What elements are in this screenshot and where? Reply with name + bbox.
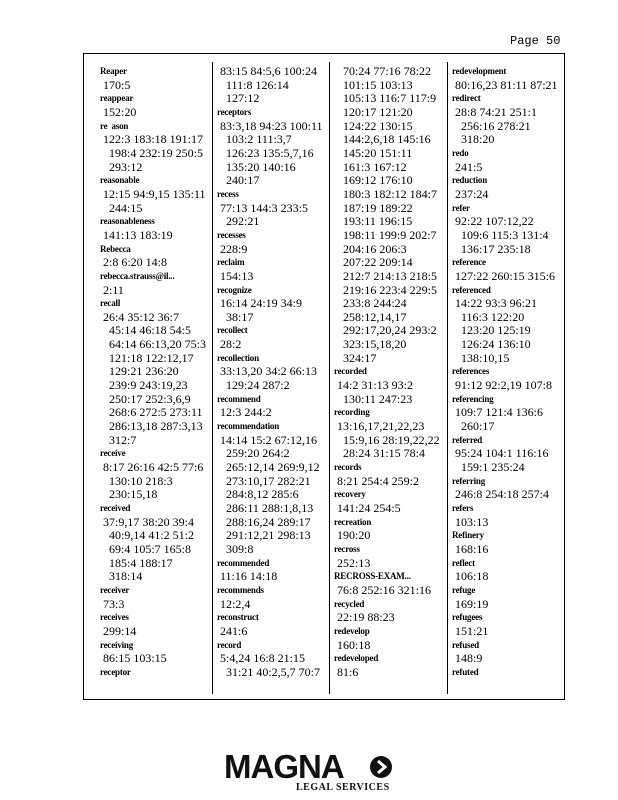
column-divider — [447, 62, 448, 694]
index-term: recollection — [217, 352, 259, 363]
index-reference: 126:23 135:5,7,16 — [217, 145, 314, 160]
index-reference: 309:8 — [217, 541, 254, 556]
index-term: reduction — [452, 175, 488, 186]
index-reference: 91:12 92:2,19 107:8 — [452, 378, 553, 393]
index-reference: 293:12 — [100, 159, 143, 174]
index-term: recollect — [217, 325, 248, 336]
index-term: received — [100, 503, 131, 513]
index-term: receiving — [100, 639, 134, 650]
index-reference: 129:21 236:20 — [100, 364, 179, 379]
index-reference: 8:21 254:4 259:2 — [334, 473, 420, 488]
index-reference: 11:16 14:18 — [217, 569, 278, 584]
index-term: recess — [217, 188, 239, 199]
index-reference: 198:11 199:9 202:7 — [334, 227, 437, 242]
index-reference: 318:14 — [100, 569, 143, 584]
index-reference: 33:13,20 34:2 66:13 — [217, 364, 318, 379]
index-reference: 241:6 — [217, 623, 248, 638]
index-reference: 241:5 — [452, 159, 483, 174]
index-term: recross — [334, 543, 360, 554]
index-term: recreation — [334, 516, 372, 527]
index-reference: 144:2,6,18 145:16 — [334, 132, 431, 147]
index-term: Rebecca — [100, 243, 131, 254]
index-term: redevelopment — [452, 66, 507, 76]
index-term: referred — [452, 434, 483, 445]
index-reference: 129:24 287:2 — [217, 378, 290, 393]
index-reference: 268:6 272:5 273:11 — [100, 405, 203, 420]
index-reference: 122:3 183:18 191:17 — [100, 132, 204, 147]
index-reference: 145:20 151:11 — [334, 145, 413, 160]
index-reference: 265:12,14 269:9,12 — [217, 460, 320, 475]
index-reference: 239:9 243:19,23 — [100, 378, 188, 393]
index-reference: 126:24 136:10 — [452, 337, 531, 352]
logo-wordmark: MAGNA — [224, 748, 344, 785]
index-reference: 14:2 31:13 93:2 — [334, 378, 414, 393]
index-reference: 103:13 — [452, 514, 489, 529]
index-term: records — [334, 462, 362, 473]
index-term: redevelop — [334, 625, 370, 636]
index-reference: 273:10,17 282:21 — [217, 473, 311, 488]
index-reference: 28:2 — [217, 337, 242, 352]
index-term: rebecca.strauss@il... — [100, 270, 175, 281]
index-reference: 14:14 15:2 67:12,16 — [217, 432, 318, 447]
index-term: refer — [452, 202, 470, 213]
index-reference: 160:18 — [334, 637, 371, 652]
index-reference: 284:8,12 285:6 — [217, 487, 299, 502]
index-reference: 168:16 — [452, 541, 489, 556]
index-reference: 258:12,14,17 — [334, 309, 407, 324]
index-reference: 141:13 183:19 — [100, 227, 173, 242]
index-reference: 198:4 232:19 250:5 — [100, 145, 204, 160]
index-reference: 95:24 104:1 116:16 — [452, 446, 549, 461]
index-term: refused — [452, 639, 479, 650]
index-term: referenced — [452, 284, 491, 295]
index-reference: 312:7 — [100, 432, 137, 447]
index-reference: 292:21 — [217, 214, 260, 229]
index-reference: 292:17,20,24 293:2 — [334, 323, 437, 338]
index-reference: 185:4 188:17 — [100, 555, 173, 570]
index-term: recorded — [334, 366, 367, 377]
index-reference: 81:6 — [334, 664, 359, 679]
index-reference: 219:16 223:4 229:5 — [334, 282, 438, 297]
index-reference: 154:13 — [217, 268, 254, 283]
index-term: Refinery — [452, 530, 484, 541]
index-reference: 299:14 — [100, 623, 137, 638]
index-reference: 14:22 93:3 96:21 — [452, 296, 538, 311]
index-reference: 161:3 167:12 — [334, 159, 407, 174]
index-term: receives — [100, 612, 129, 623]
index-reference: 130:11 247:23 — [334, 391, 413, 406]
index-reference: 318:20 — [452, 132, 495, 147]
index-reference: 77:13 144:3 233:5 — [217, 200, 309, 215]
index-term: redirect — [452, 93, 481, 104]
index-term: recesses — [217, 229, 246, 240]
index-reference: 12:2,4 — [217, 596, 251, 611]
index-reference: 136:17 235:18 — [452, 241, 531, 256]
index-column-1 — [100, 65, 213, 697]
index-reference: 127:22 260:15 315:6 — [452, 268, 556, 283]
index-term: reasonable — [100, 175, 140, 186]
index-term: reclaim — [217, 257, 245, 268]
index-term: refuted — [452, 666, 479, 677]
index-column-3 — [334, 65, 447, 697]
index-reference: 233:8 244:24 — [334, 296, 407, 311]
index-reference: 38:17 — [217, 309, 254, 324]
index-term: referencing — [452, 393, 494, 404]
index-reference: 109:7 121:4 136:6 — [452, 405, 544, 420]
index-term: reference — [452, 257, 486, 268]
index-term: reconstruct — [217, 612, 259, 623]
index-reference: 121:18 122:12,17 — [100, 350, 194, 365]
index-reference: 15:9,16 28:19,22,22 — [334, 432, 440, 447]
index-reference: 2:11 — [100, 282, 124, 297]
index-term: RECROSS-EXAM... — [334, 571, 411, 582]
index-term: references — [452, 366, 490, 377]
index-term: reasonableness — [100, 216, 155, 227]
index-reference: 170:5 — [100, 77, 131, 92]
index-term: Reaper — [100, 66, 127, 76]
index-term: recommends — [217, 584, 264, 595]
index-reference: 5:4,24 16:8 21:15 — [217, 651, 306, 666]
index-reference: 127:12 — [217, 91, 260, 106]
index-term: recognize — [217, 284, 252, 295]
index-reference: 187:19 189:22 — [334, 200, 413, 215]
index-reference: 69:4 105:7 165:8 — [100, 541, 192, 556]
index-reference: 135:20 140:16 — [217, 159, 296, 174]
index-reference: 288:16,24 289:17 — [217, 514, 311, 529]
index-reference: 76:8 252:16 321:16 — [334, 582, 432, 597]
index-reference: 286:13,18 287:3,13 — [100, 419, 203, 434]
index-reference: 28:8 74:21 251:1 — [452, 104, 538, 119]
index-term: re ason — [100, 120, 129, 131]
index-reference: 130:10 218:3 — [100, 473, 173, 488]
magna-logo — [224, 750, 394, 794]
index-term: record — [217, 639, 242, 650]
index-term: receiver — [100, 584, 130, 595]
index-term: reappear — [100, 93, 134, 104]
index-reference: 111:8 126:14 — [217, 77, 289, 92]
index-reference: 26:4 35:12 36:7 — [100, 309, 180, 324]
page-number: Page 50 — [510, 34, 561, 48]
index-reference: 105:13 116:7 117:9 — [334, 91, 437, 106]
index-term: recovery — [334, 489, 366, 500]
logo-subtitle: LEGAL SERVICES — [296, 782, 390, 793]
index-reference: 123:20 125:19 — [452, 323, 531, 338]
index-reference: 16:14 24:19 34:9 — [217, 296, 303, 311]
index-reference: 259:20 264:2 — [217, 446, 290, 461]
index-reference: 148:9 — [452, 651, 483, 666]
index-term: refers — [452, 503, 474, 513]
index-term: redeveloped — [334, 653, 379, 664]
index-reference: 120:17 121:20 — [334, 104, 413, 119]
index-term: refuge — [452, 584, 476, 595]
index-term: recommendation — [217, 421, 280, 432]
index-reference: 2:8 6:20 14:8 — [100, 255, 168, 270]
index-reference: 92:22 107:12,22 — [452, 214, 534, 229]
index-term: recycled — [334, 598, 365, 609]
index-term: refugees — [452, 612, 483, 623]
index-reference: 80:16,23 81:11 87:21 — [452, 77, 558, 92]
index-term: redo — [452, 147, 469, 158]
index-column-2 — [217, 65, 330, 697]
index-reference: 45:14 46:18 54:5 — [100, 323, 192, 338]
index-reference: 323:15,18,20 — [334, 337, 407, 352]
index-term: recording — [334, 407, 370, 418]
index-reference: 31:21 40:2,5,7 70:7 — [217, 664, 321, 679]
index-reference: 124:22 130:15 — [334, 118, 413, 133]
index-reference: 83:15 84:5,6 100:24 — [217, 65, 318, 78]
index-reference: 246:8 254:18 257:4 — [452, 487, 550, 502]
index-reference: 12:15 94:9,15 135:11 — [100, 186, 206, 201]
index-reference: 40:9,14 41:2 51:2 — [100, 528, 195, 543]
index-reference: 324:17 — [334, 350, 377, 365]
index-reference: 244:15 — [100, 200, 143, 215]
index-reference: 193:11 196:15 — [334, 214, 413, 229]
index-reference: 169:12 176:10 — [334, 173, 413, 188]
index-reference: 207:22 209:14 — [334, 255, 413, 270]
index-reference: 190:20 — [334, 528, 371, 543]
index-reference: 73:3 — [100, 596, 125, 611]
index-term: referring — [452, 475, 486, 486]
index-term: receptors — [217, 106, 252, 117]
index-term: receive — [100, 448, 126, 459]
index-reference: 22:19 88:23 — [334, 610, 395, 625]
index-column-4 — [452, 65, 565, 697]
index-reference: 138:10,15 — [452, 350, 510, 365]
index-term: reflect — [452, 557, 475, 568]
index-reference: 8:17 26:16 42:5 77:6 — [100, 460, 204, 475]
index-reference: 240:17 — [217, 173, 260, 188]
index-reference: 230:15,18 — [100, 487, 158, 502]
index-reference: 28:24 31:15 78:4 — [334, 446, 426, 461]
index-reference: 116:3 122:20 — [452, 309, 525, 324]
index-reference: 12:3 244:2 — [217, 405, 272, 420]
index-reference: 83:3,18 94:23 100:11 — [217, 118, 323, 133]
index-reference: 64:14 66:13,20 75:3 — [100, 337, 207, 352]
index-reference: 152:20 — [100, 104, 137, 119]
index-reference: 228:9 — [217, 241, 248, 256]
index-reference: 256:16 278:21 — [452, 118, 531, 133]
index-reference: 250:17 252:3,6,9 — [100, 391, 191, 406]
index-reference: 151:21 — [452, 623, 489, 638]
index-term: recall — [100, 298, 121, 309]
index-reference: 252:13 — [334, 555, 371, 570]
index-reference: 212:7 214:13 218:5 — [334, 268, 438, 283]
index-term: recommended — [217, 557, 270, 568]
index-reference: 169:19 — [452, 596, 489, 611]
index-reference: 291:12,21 298:13 — [217, 528, 311, 543]
index-reference: 159:1 235:24 — [452, 460, 525, 475]
index-reference: 13:16,17,21,22,23 — [334, 419, 425, 434]
arrow-circle-icon — [370, 756, 392, 778]
index-reference: 37:9,17 38:20 39:4 — [100, 514, 195, 529]
index-reference: 180:3 182:12 184:7 — [334, 186, 438, 201]
index-reference: 260:17 — [452, 419, 495, 434]
index-term: receptor — [100, 666, 131, 677]
index-term: recommend — [217, 393, 261, 404]
index-reference: 103:2 111:3,7 — [217, 132, 292, 147]
index-reference: 70:24 77:16 78:22 — [334, 65, 432, 78]
index-reference: 109:6 115:3 131:4 — [452, 227, 549, 242]
index-reference: 101:15 103:13 — [334, 77, 413, 92]
index-reference: 237:24 — [452, 186, 489, 201]
index-reference: 286:11 288:1,8,13 — [217, 501, 314, 515]
index-reference: 86:15 103:15 — [100, 651, 167, 666]
index-reference: 204:16 206:3 — [334, 241, 407, 256]
index-reference: 141:24 254:5 — [334, 501, 401, 515]
index-reference: 106:18 — [452, 569, 489, 584]
